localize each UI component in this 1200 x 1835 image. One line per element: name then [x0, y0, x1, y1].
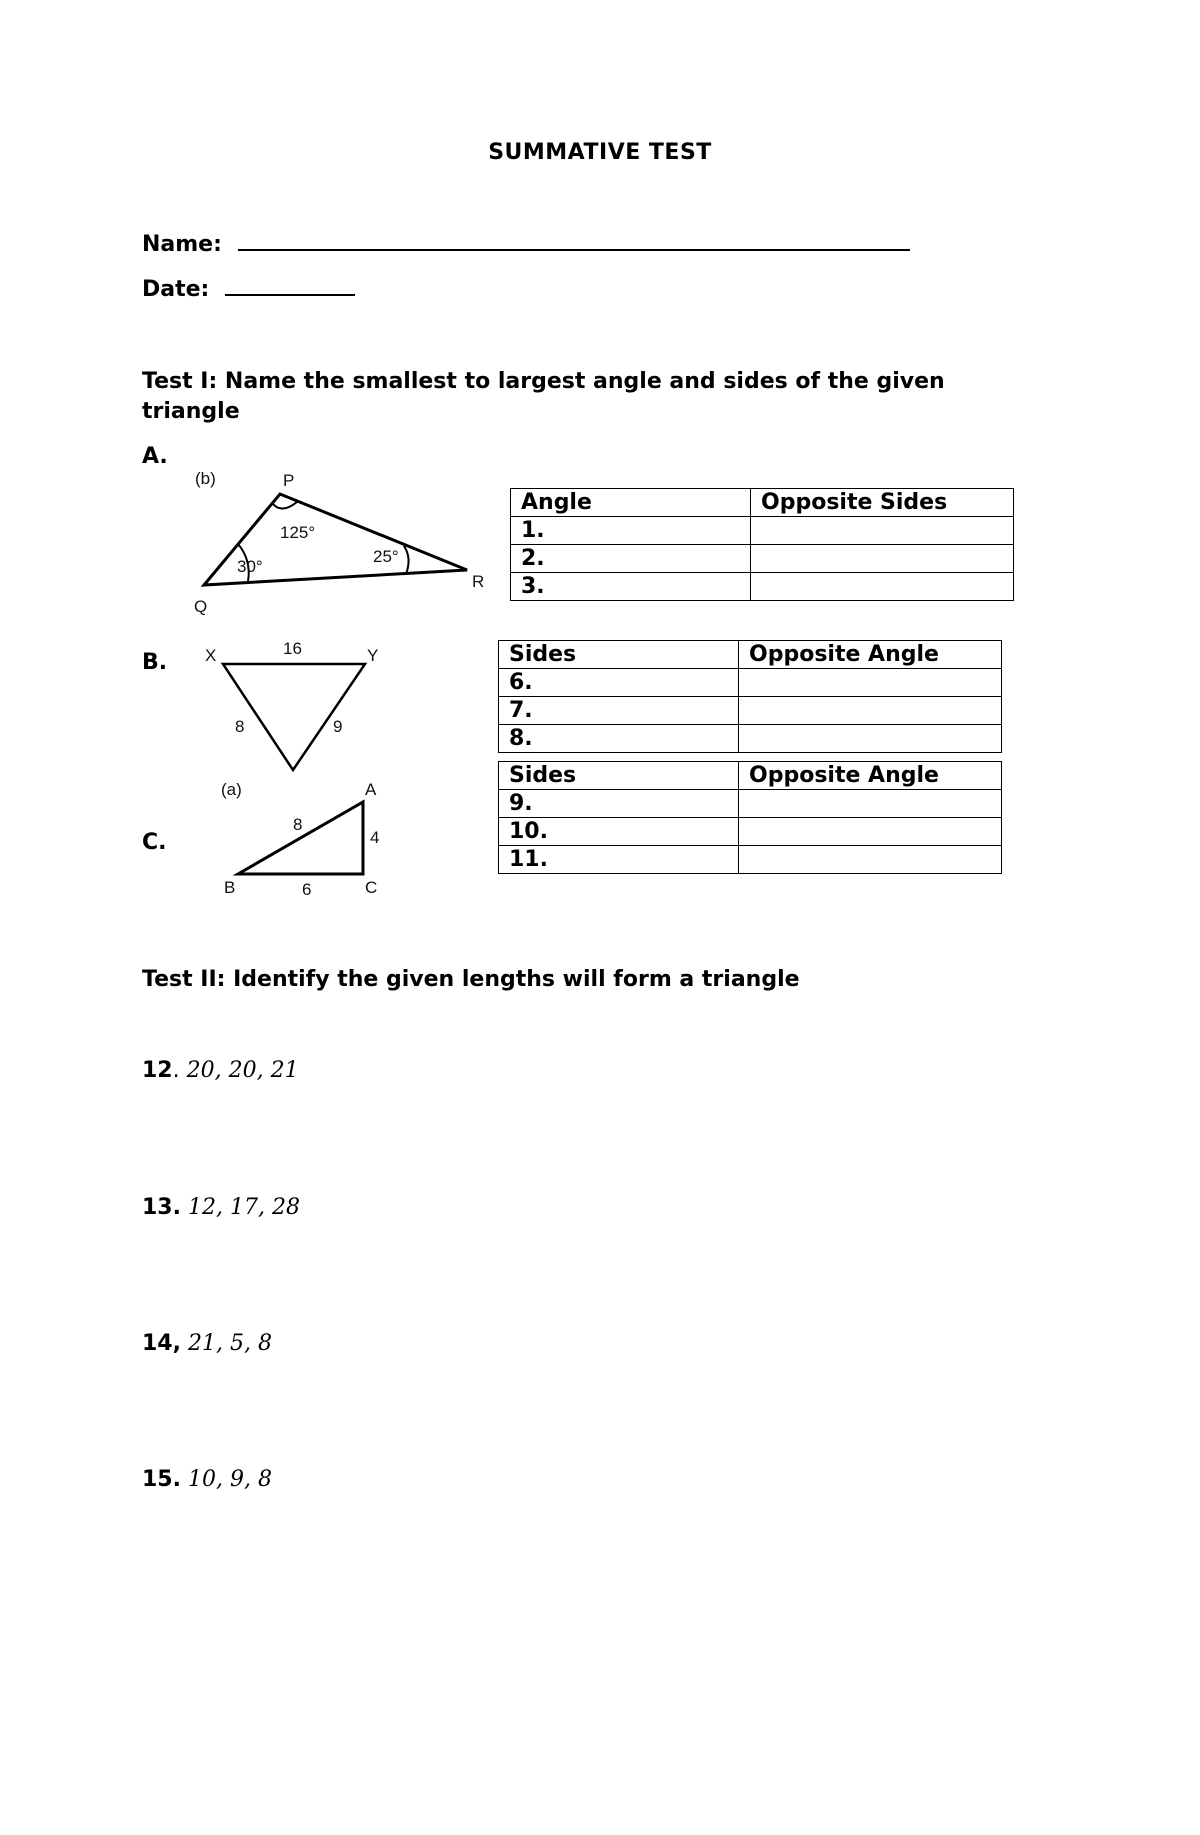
table-b-answer-cell[interactable] [739, 725, 1002, 753]
name-label: Name: [142, 232, 222, 257]
table-c-header-opposite-angle: Opposite Angle [739, 762, 1002, 790]
item-values: 10, 9, 8 [187, 1467, 272, 1492]
side-ac-length: 4 [370, 828, 380, 847]
table-c-answer-cell[interactable] [739, 846, 1002, 874]
table-c-answer-cell[interactable] [739, 790, 1002, 818]
side-left-length: 8 [235, 717, 245, 736]
vertex-p-label: P [283, 471, 295, 490]
angle-q-value: 30° [237, 557, 263, 576]
table-b-row-label: 8. [499, 725, 739, 753]
vertex-c-label: C [365, 878, 378, 897]
item-number: 12 [142, 1058, 173, 1083]
name-blank[interactable] [238, 249, 910, 251]
table-b-header-sides: Sides [499, 641, 739, 669]
vertex-q-label: Q [194, 597, 208, 616]
item-number: 15. [142, 1467, 181, 1492]
item-values: 21, 5, 8 [187, 1331, 272, 1356]
name-row [142, 232, 910, 257]
triangle-pqr-figure [190, 462, 490, 620]
vertex-y-label: Y [367, 646, 379, 665]
part-b-label: B. [142, 650, 168, 675]
table-b-row-label: 6. [499, 669, 739, 697]
vertex-r-label: R [472, 572, 485, 591]
side-right-length: 9 [333, 717, 343, 736]
angle-r-arc [404, 546, 409, 574]
table-a-row-label: 3. [511, 573, 751, 601]
date-label: Date: [142, 277, 210, 302]
date-row [142, 277, 355, 302]
table-a-answer-cell[interactable] [751, 545, 1014, 573]
triangle-abc-figure [215, 775, 395, 905]
table-a-header-angle: Angle [511, 489, 751, 517]
figure-tag-b: (b) [195, 469, 216, 488]
table-a-row-label: 1. [511, 517, 751, 545]
item-values: 12, 17, 28 [187, 1195, 300, 1220]
test1-heading: Test I: Name the smallest to largest angle and sides of the given triangle [142, 369, 945, 424]
triangle-xy-figure [195, 632, 395, 780]
table-c-row-label: 11. [499, 846, 739, 874]
table-a-answer-cell[interactable] [751, 517, 1014, 545]
table-b-row-label: 7. [499, 697, 739, 725]
table-c-answer-cell[interactable] [739, 818, 1002, 846]
table-b [498, 640, 1002, 753]
figure-tag-a: (a) [221, 780, 242, 799]
test2-item [142, 1195, 300, 1220]
item-number: 14, [142, 1331, 181, 1356]
page-title: SUMMATIVE TEST [488, 140, 712, 165]
date-blank[interactable] [225, 294, 355, 296]
triangle-abc-shape [238, 802, 363, 874]
table-a-answer-cell[interactable] [751, 573, 1014, 601]
test2-heading: Test II: Identify the given lengths will form a triangle [142, 967, 800, 992]
table-a-row-label: 2. [511, 545, 751, 573]
table-c-row-label: 9. [499, 790, 739, 818]
test2-item [142, 1331, 272, 1356]
item-values: 20, 20, 21 [186, 1058, 299, 1083]
table-c-row-label: 10. [499, 818, 739, 846]
table-c-header-sides: Sides [499, 762, 739, 790]
item-separator: . [172, 1058, 180, 1083]
angle-p-value: 125° [280, 523, 316, 542]
table-c [498, 761, 1002, 874]
test2-item [142, 1467, 272, 1492]
vertex-b-label: B [224, 878, 236, 897]
table-b-answer-cell[interactable] [739, 669, 1002, 697]
table-b-header-opposite-angle: Opposite Angle [739, 641, 1002, 669]
vertex-x-label: X [205, 646, 217, 665]
vertex-a-label: A [365, 780, 377, 799]
item-number: 13. [142, 1195, 181, 1220]
side-xy-length: 16 [283, 639, 302, 658]
angle-r-value: 25° [373, 547, 399, 566]
side-ab-length: 8 [293, 815, 303, 834]
table-b-answer-cell[interactable] [739, 697, 1002, 725]
table-a-header-opposite-sides: Opposite Sides [751, 489, 1014, 517]
test2-item [142, 1058, 299, 1083]
table-a [510, 488, 1014, 601]
angle-p-arc [273, 502, 297, 509]
part-c-label: C. [142, 830, 167, 855]
part-a-label: A. [142, 444, 168, 469]
side-bc-length: 6 [302, 880, 312, 899]
